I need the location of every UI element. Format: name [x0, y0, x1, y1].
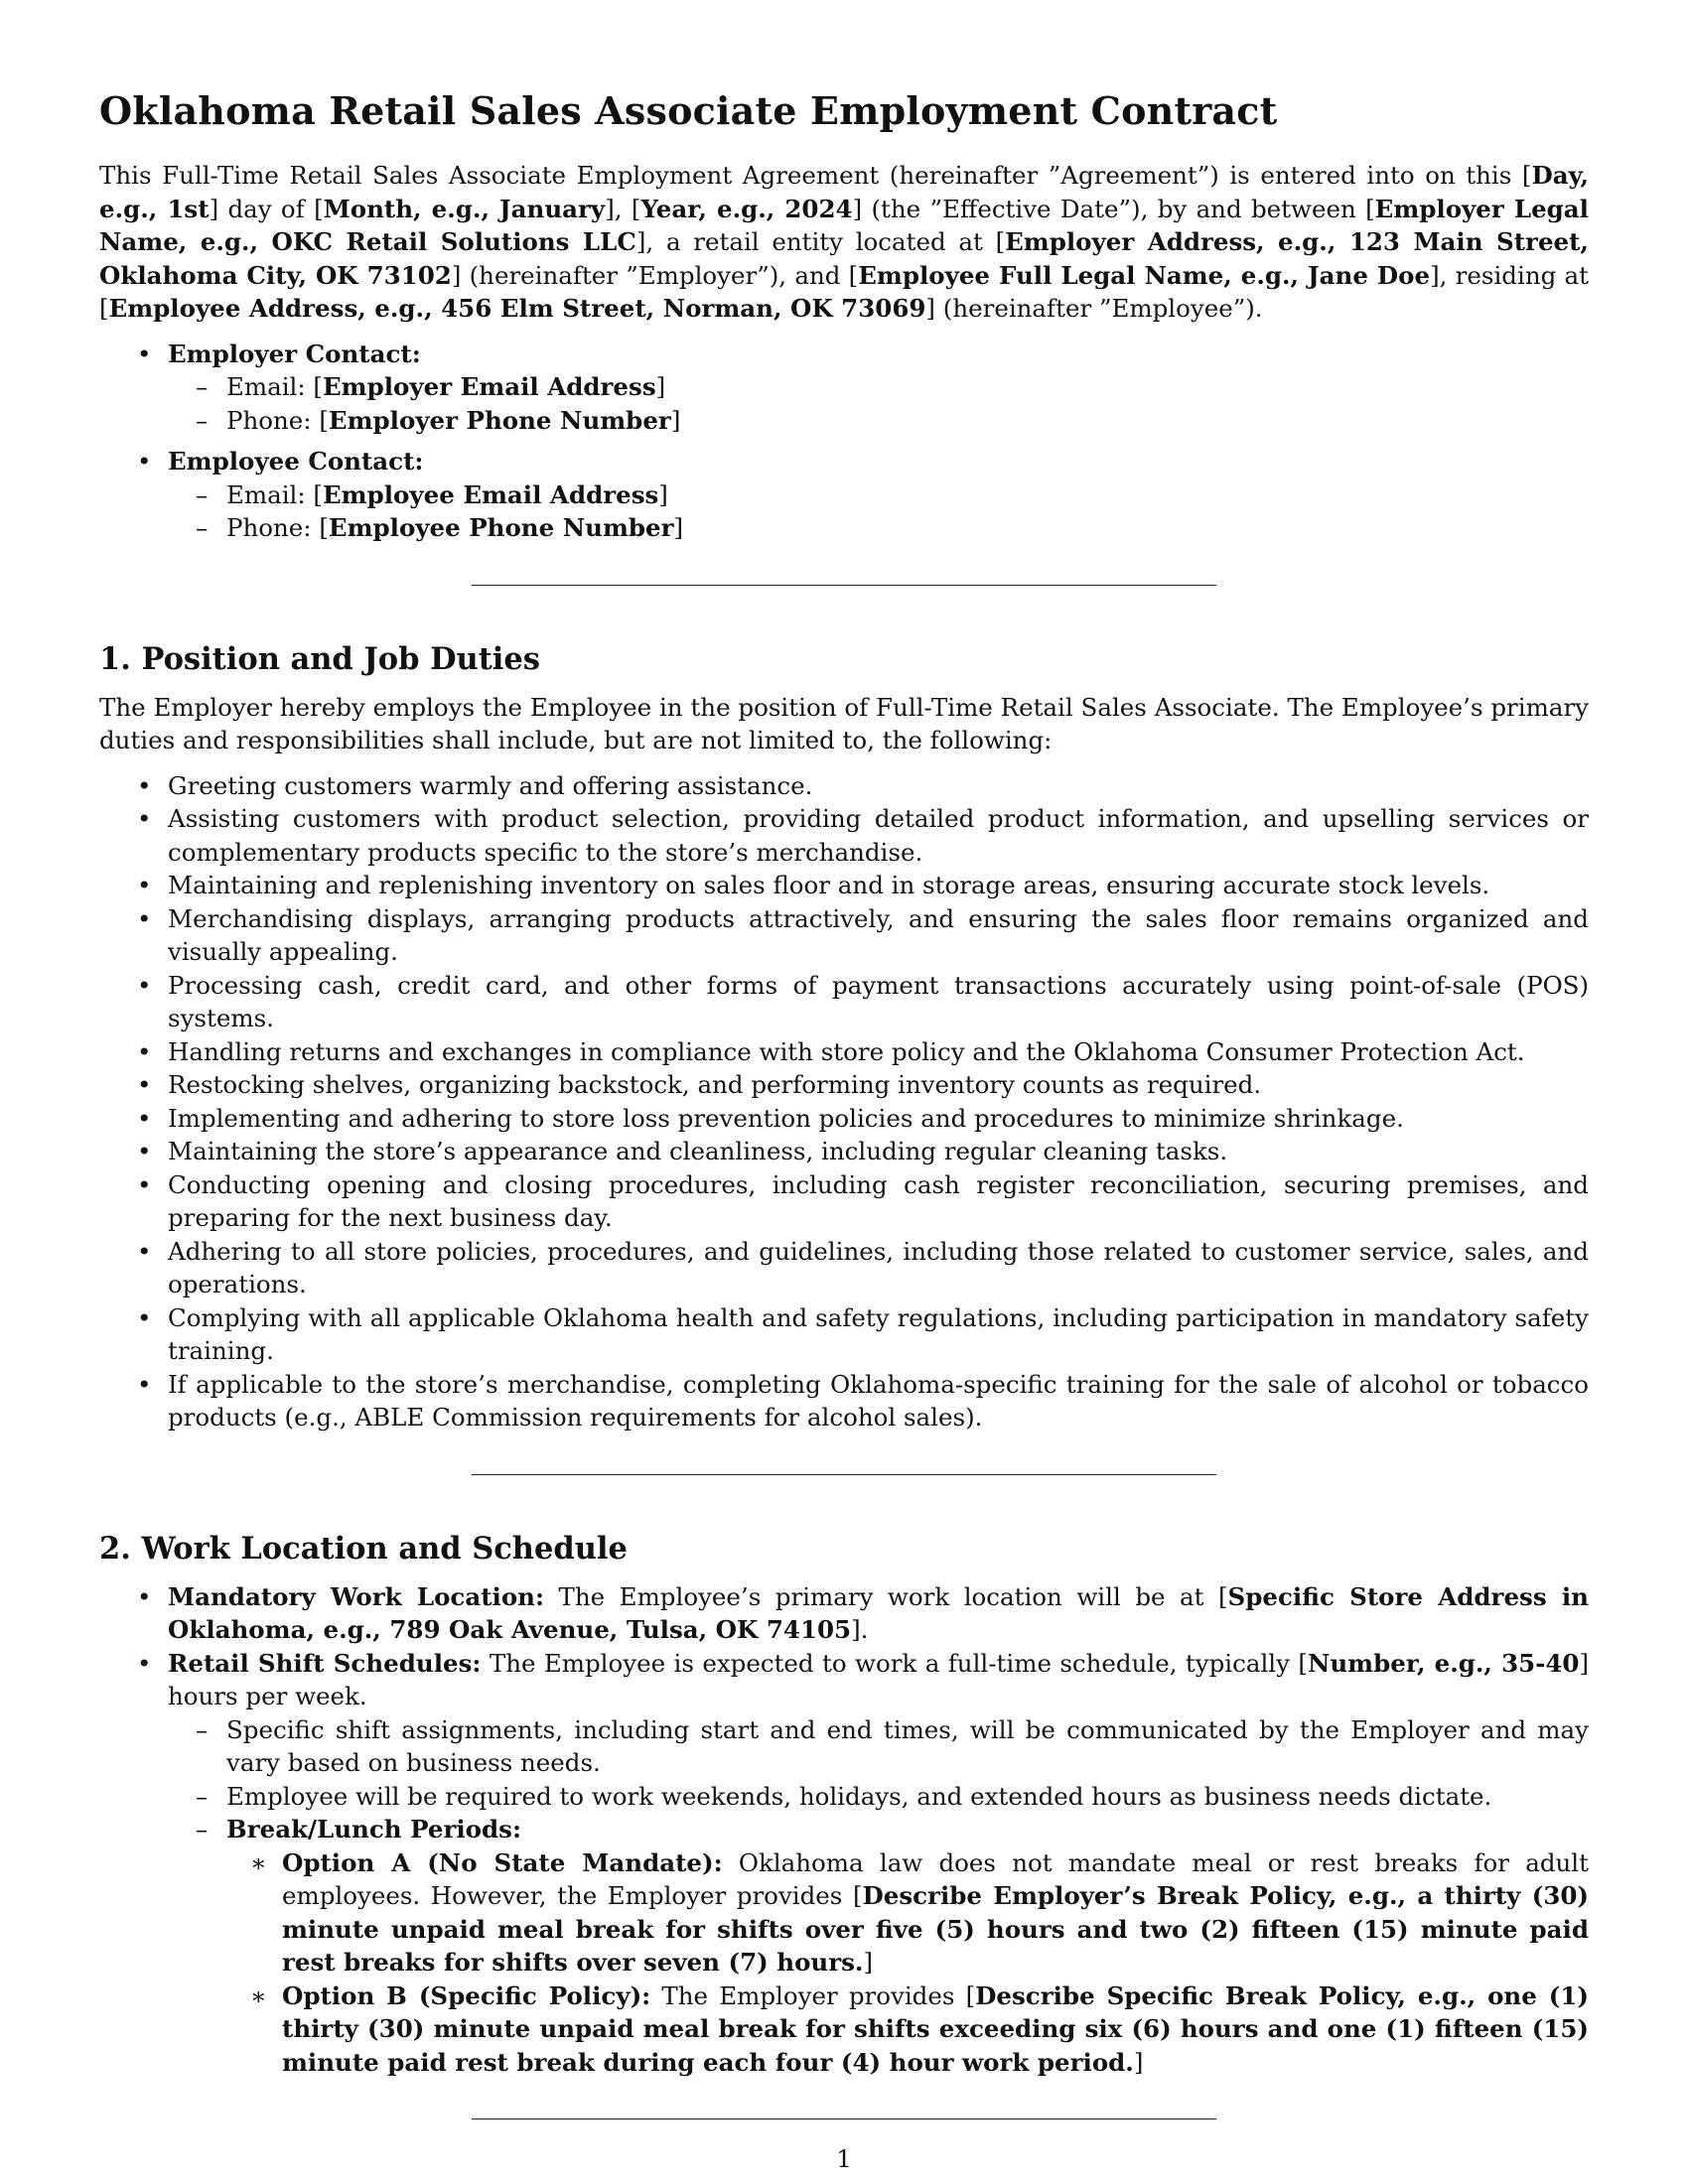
duty-item: • Processing cash, credit card, and other forms of payment transactions accurately using point-of-sale (POS) systems.: [99, 969, 1589, 1035]
intro-paragraph: [99, 159, 1589, 326]
email-prefix: Email: [: [226, 479, 323, 509]
section-divider: [472, 585, 1216, 586]
work-location-list: [99, 1580, 1589, 2080]
employee-email-placeholder: Employee Email Address: [323, 479, 659, 509]
intro-text: This Full-Time Retail Sales Associate Employment Agreement (hereinafter ”Agreement”) is entered into on this [: [99, 161, 1532, 190]
break-periods-item: [168, 1813, 1589, 2079]
hours-placeholder: Number, e.g., 35-40: [1307, 1648, 1580, 1678]
option-b-text: The Employer provides [: [650, 1980, 976, 2010]
intro-text: ], [: [605, 194, 641, 223]
duty-item: • Greeting customers warmly and offering assistance.: [99, 769, 1589, 803]
day-placeholder: Day, e.g., 1st: [99, 161, 1589, 223]
employer-phone-item: [168, 404, 1589, 438]
phone-prefix: Phone: [: [226, 405, 329, 435]
section-1-intro: The Employer hereby employs the Employee in the position of Full-Time Retail Sales Associate. The Employee’s primary duties and responsibilities shall include, but are not limited to, the following:: [99, 692, 1589, 754]
section-divider: [472, 2118, 1216, 2119]
duty-item: • Conducting opening and closing procedures, including cash register reconciliation, securing premises, and preparing for the next business day.: [99, 1168, 1589, 1235]
shift-schedule-label: Retail Shift Schedules:: [168, 1648, 482, 1678]
shift-schedule-text: The Employee is expected to work a full-time schedule, typically [: [481, 1648, 1308, 1678]
option-b-item: [226, 1979, 1589, 2080]
employer-email-placeholder: Employer Email Address: [323, 372, 656, 401]
option-a-label: Option A (No State Mandate):: [282, 1847, 723, 1877]
year-placeholder: Year, e.g., 2024: [640, 194, 853, 223]
intro-text: ] (hereinafter ”Employer”), and [: [451, 260, 859, 290]
duty-item: • Assisting customers with product selection, providing detailed product information, and upselling services or complementary products specific to the store’s merchandise.: [99, 802, 1589, 869]
duty-item: • Maintaining the store’s appearance and cleanliness, including regular cleaning tasks.: [99, 1135, 1589, 1168]
employer-contact: [99, 338, 1589, 438]
option-a-text: Oklahoma law does not mandate meal or rest breaks for adult employees. However, the Employer provides [: [282, 1847, 1589, 1910]
shift-assignment-item: – Specific shift assignments, including start and end times, will be communicated by the Employer and may vary based on business needs.: [168, 1713, 1589, 1780]
option-a-placeholder: Describe Employer’s Break Policy, e.g., a thirty (30) minute unpaid meal break for shifts over five (5) hours and two (2) fifteen (15) minute paid rest breaks for shifts over seven (7) hours.: [282, 1881, 1590, 1977]
option-b-placeholder: Describe Specific Break Policy, e.g., one (1) thirty (30) minute unpaid meal break for shifts exceeding six (6) hours and one (1) fifteen (15) minute paid rest break during each four (4) hour work period.: [282, 1980, 1589, 2077]
employer-address-placeholder: Employer Address, e.g., 123 Main Street, Oklahoma City, OK 73102: [99, 227, 1589, 290]
contract-page: [99, 87, 1589, 2173]
email-prefix: Email: [: [226, 372, 323, 401]
intro-text: ] (the ”Effective Date”), by and between [: [852, 194, 1375, 223]
store-address-placeholder: Specific Store Address in Oklahoma, e.g., 789 Oak Avenue, Tulsa, OK 74105: [168, 1581, 1589, 1644]
work-location-item: [99, 1580, 1589, 1647]
duty-item: • Merchandising displays, arranging products attractively, and ensuring the sales floor remains organized and visually appealing.: [99, 902, 1589, 969]
shift-schedule-item: [99, 1647, 1589, 2080]
option-a-item: [226, 1846, 1589, 1979]
bracket-close: ]: [1133, 2047, 1144, 2077]
contact-list: [99, 338, 1589, 545]
phone-prefix: Phone: [: [226, 513, 329, 542]
bracket-close: ]: [655, 372, 666, 401]
duty-item: • Maintaining and replenishing inventory on sales floor and in storage areas, ensuring accurate stock levels.: [99, 869, 1589, 902]
duty-item: • If applicable to the store’s merchandise, completing Oklahoma-specific training for the sale of alcohol or tobacco products (e.g., ABLE Commission requirements for alcohol sales).: [99, 1368, 1589, 1434]
intro-text: ] day of [: [209, 194, 324, 223]
employee-email-item: [168, 478, 1589, 512]
employer-email-item: [168, 370, 1589, 404]
employee-phone-placeholder: Employee Phone Number: [328, 513, 674, 542]
shift-schedule-text-end: ] hours per week.: [168, 1648, 1590, 1710]
bracket-close: ]: [658, 479, 668, 509]
duty-item: • Restocking shelves, organizing backstock, and performing inventory counts as required.: [99, 1068, 1589, 1102]
document-title: Oklahoma Retail Sales Associate Employment Contract: [99, 88, 1278, 133]
section-divider: [472, 1474, 1216, 1475]
employer-phone-placeholder: Employer Phone Number: [328, 405, 671, 435]
bracket-close: ]: [863, 1948, 874, 1977]
intro-text: ], a retail entity located at [: [635, 227, 1006, 256]
section-2-heading: 2. Work Location and Schedule: [99, 1530, 628, 1567]
bracket-close: ]: [673, 513, 684, 542]
employee-name-placeholder: Employee Full Legal Name, e.g., Jane Doe: [858, 260, 1431, 290]
duty-item: • Adhering to all store policies, procedures, and guidelines, including those related to customer service, sales, and operations.: [99, 1235, 1589, 1301]
employee-contact: [99, 445, 1589, 545]
intro-text: ] (hereinafter ”Employee”).: [925, 294, 1263, 323]
duties-list: [99, 769, 1589, 1434]
page-number: 1: [836, 2144, 852, 2173]
employer-name-placeholder: Employer Legal Name, e.g., OKC Retail Solutions LLC: [99, 194, 1589, 256]
section-1-heading: 1. Position and Job Duties: [99, 640, 540, 677]
duty-item: • Implementing and adhering to store loss prevention policies and procedures to minimize shrinkage.: [99, 1102, 1589, 1136]
duty-item: • Handling returns and exchanges in compliance with store policy and the Oklahoma Consumer Protection Act.: [99, 1035, 1589, 1069]
work-location-text: The Employee’s primary work location will be at [: [544, 1581, 1228, 1611]
option-b-label: Option B (Specific Policy):: [282, 1980, 651, 2010]
intro-text: ], residing at [: [99, 260, 1589, 323]
employee-contact-label: Employee Contact:: [168, 447, 424, 476]
weekend-work-item: – Employee will be required to work weekends, holidays, and extended hours as business needs dictate.: [168, 1780, 1589, 1814]
employee-phone-item: [168, 511, 1589, 545]
duty-item: • Complying with all applicable Oklahoma health and safety regulations, including participation in mandatory safety training.: [99, 1301, 1589, 1368]
employer-contact-label: Employer Contact:: [168, 339, 421, 368]
bracket-close: ]: [670, 405, 681, 435]
employee-address-placeholder: Employee Address, e.g., 456 Elm Street, Norman, OK 73069: [108, 294, 926, 323]
break-periods-label: Break/Lunch Periods:: [226, 1815, 521, 1843]
work-location-label: Mandatory Work Location:: [168, 1581, 545, 1611]
month-placeholder: Month, e.g., January: [323, 194, 606, 223]
bracket-close: ].: [851, 1615, 869, 1644]
